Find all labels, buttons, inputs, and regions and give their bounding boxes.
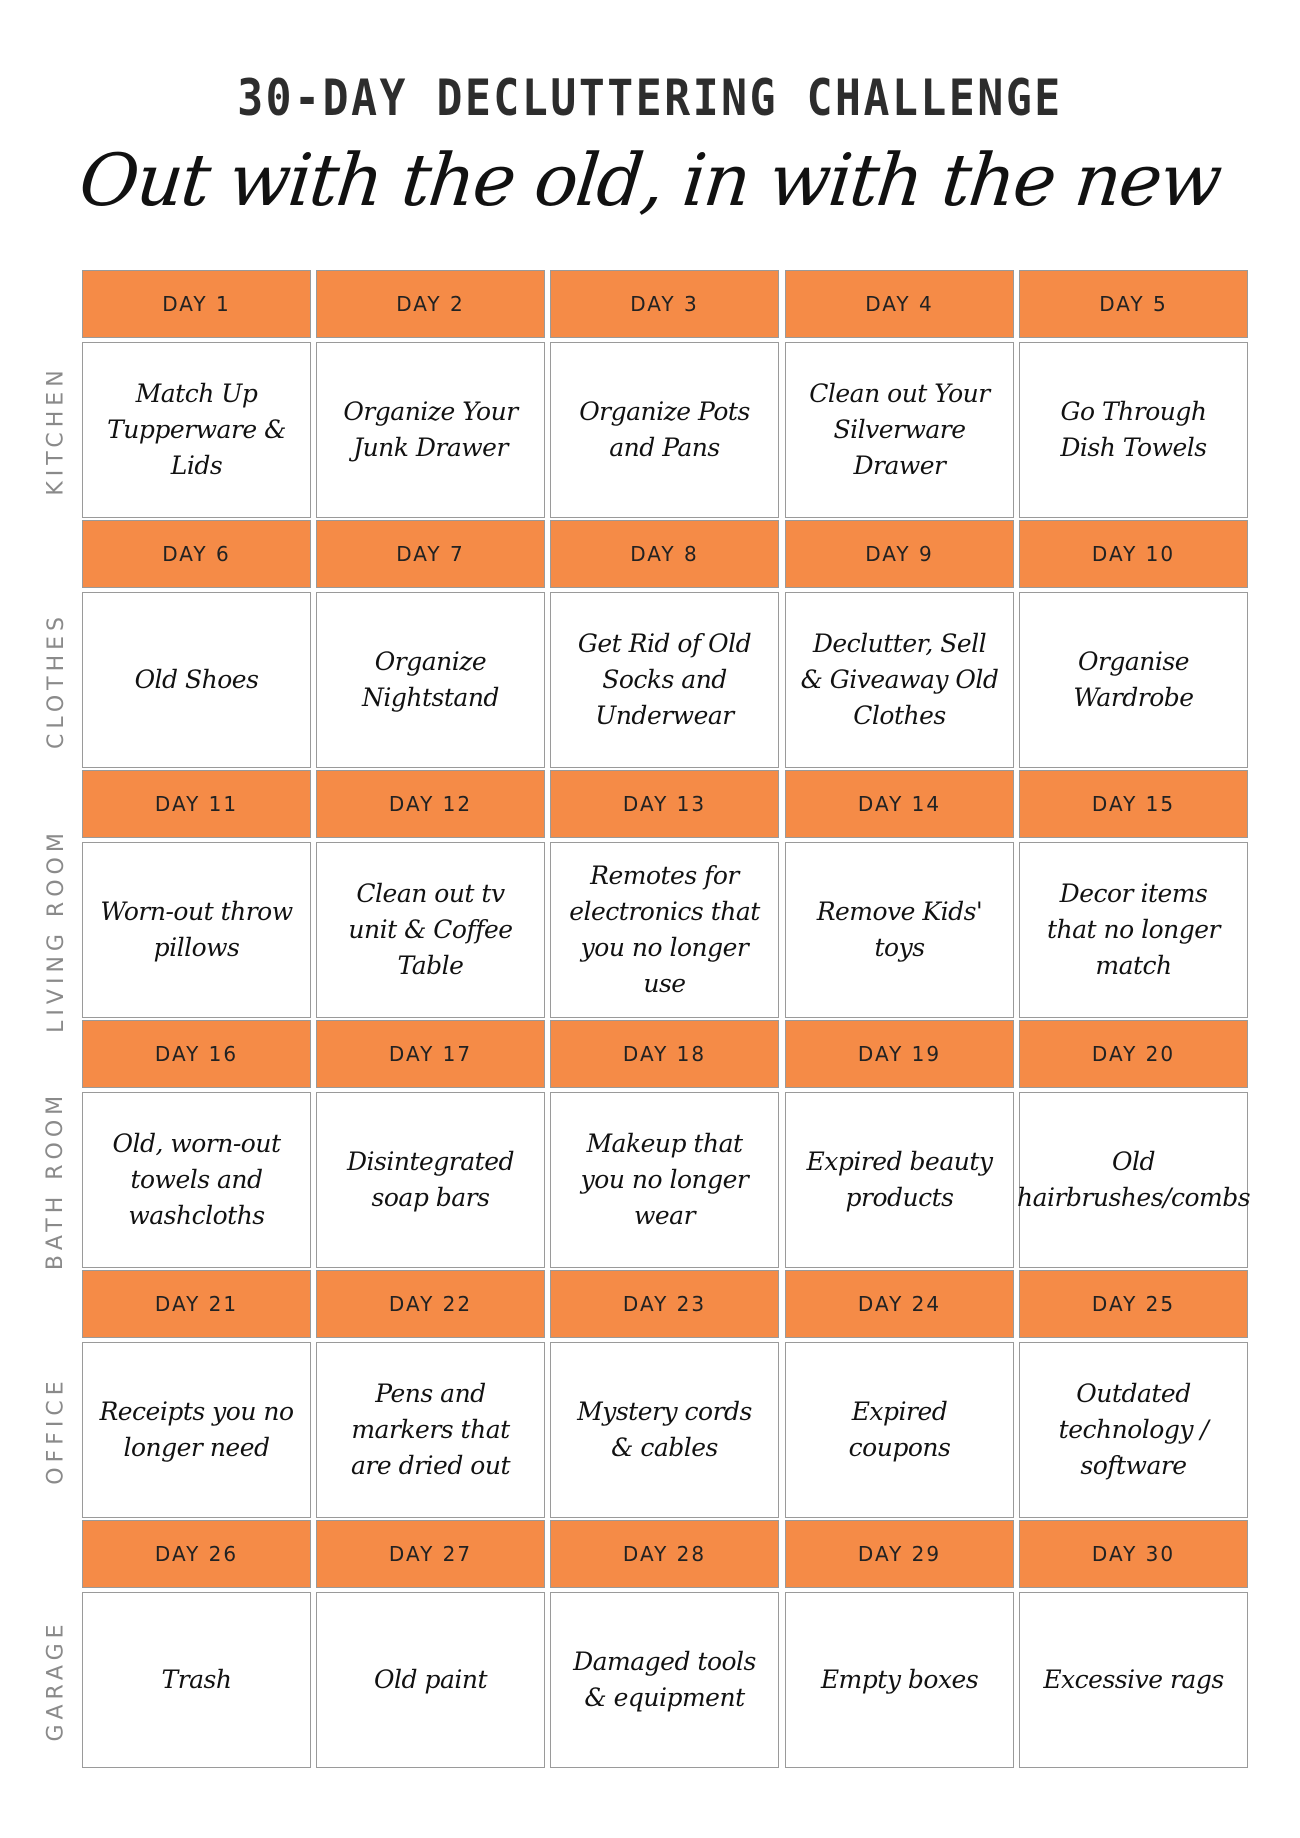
day-header: DAY 6 (82, 520, 311, 588)
day-task: Declutter, Sell & Giveaway Old Clothes (785, 592, 1014, 768)
day-header: DAY 13 (550, 770, 779, 838)
day-header: DAY 8 (550, 520, 779, 588)
day-header: DAY 2 (316, 270, 545, 338)
day-header: DAY 16 (82, 1020, 311, 1088)
day-task: Excessive rags (1019, 1592, 1248, 1768)
day-task: Outdated technology / software (1019, 1342, 1248, 1518)
day-header: DAY 25 (1019, 1270, 1248, 1338)
day-task: Makeup that you no longer wear (550, 1092, 779, 1268)
day-header: DAY 29 (785, 1520, 1014, 1588)
page-title: 30-DAY DECLUTTERING CHALLENGE (237, 69, 1063, 127)
day-task: Clean out Your Silverware Drawer (785, 342, 1014, 518)
category-label (26, 592, 86, 768)
day-header: DAY 23 (550, 1270, 779, 1338)
day-task: Match Up Tupperware & Lids (82, 342, 311, 518)
category-label (26, 827, 86, 1033)
day-task: Organize Nightstand (316, 592, 545, 768)
day-task: Expired coupons (785, 1342, 1014, 1518)
day-task: Old hairbrushes/combs (1019, 1092, 1248, 1268)
category-label-text: BATH ROOM (43, 1090, 69, 1270)
day-header: DAY 7 (316, 520, 545, 588)
day-task: Worn-out throw pillows (82, 842, 311, 1018)
category-label-text: LIVING ROOM (43, 827, 69, 1033)
day-task: Empty boxes (785, 1592, 1014, 1768)
category-label (26, 342, 86, 518)
day-task: Old, worn-out towels and washcloths (82, 1092, 311, 1268)
day-header: DAY 9 (785, 520, 1014, 588)
day-header: DAY 26 (82, 1520, 311, 1588)
day-header: DAY 4 (785, 270, 1014, 338)
day-task: Clean out tv unit & Coffee Table (316, 842, 545, 1018)
day-header: DAY 1 (82, 270, 311, 338)
category-label-text: KITCHEN (43, 364, 69, 496)
day-header: DAY 30 (1019, 1520, 1248, 1588)
category-label-text: GARAGE (43, 1618, 69, 1742)
day-header: DAY 22 (316, 1270, 545, 1338)
day-header: DAY 24 (785, 1270, 1014, 1338)
day-header: DAY 15 (1019, 770, 1248, 838)
day-task: Remotes for electronics that you no longer use (550, 842, 779, 1018)
day-header: DAY 12 (316, 770, 545, 838)
day-task: Damaged tools & equipment (550, 1592, 779, 1768)
day-task: Disintegrated soap bars (316, 1092, 545, 1268)
day-header: DAY 19 (785, 1020, 1014, 1088)
day-task: Organise Wardrobe (1019, 592, 1248, 768)
category-label (26, 1342, 86, 1518)
category-label-text: OFFICE (43, 1375, 69, 1485)
day-task: Organize Your Junk Drawer (316, 342, 545, 518)
day-task: Old Shoes (82, 592, 311, 768)
day-task: Expired beauty products (785, 1092, 1014, 1268)
day-header: DAY 27 (316, 1520, 545, 1588)
category-label (26, 1592, 86, 1768)
category-label (26, 1092, 86, 1268)
day-header: DAY 18 (550, 1020, 779, 1088)
day-header: DAY 28 (550, 1520, 779, 1588)
category-label-text: CLOTHES (43, 611, 69, 749)
day-task: Organize Pots and Pans (550, 342, 779, 518)
day-task: Get Rid of Old Socks and Underwear (550, 592, 779, 768)
day-header: DAY 10 (1019, 520, 1248, 588)
day-header: DAY 17 (316, 1020, 545, 1088)
day-task: Pens and markers that are dried out (316, 1342, 545, 1518)
day-header: DAY 3 (550, 270, 779, 338)
page-subtitle: Out with the old, in with the new (75, 138, 1225, 222)
day-task: Receipts you no longer need (82, 1342, 311, 1518)
day-header: DAY 11 (82, 770, 311, 838)
day-header: DAY 14 (785, 770, 1014, 838)
day-task: Old paint (316, 1592, 545, 1768)
day-task: Go Through Dish Towels (1019, 342, 1248, 518)
day-task: Decor items that no longer match (1019, 842, 1248, 1018)
day-header: DAY 5 (1019, 270, 1248, 338)
day-header: DAY 20 (1019, 1020, 1248, 1088)
day-task: Trash (82, 1592, 311, 1768)
day-header: DAY 21 (82, 1270, 311, 1338)
day-task: Mystery cords & cables (550, 1342, 779, 1518)
day-task: Remove Kids' toys (785, 842, 1014, 1018)
